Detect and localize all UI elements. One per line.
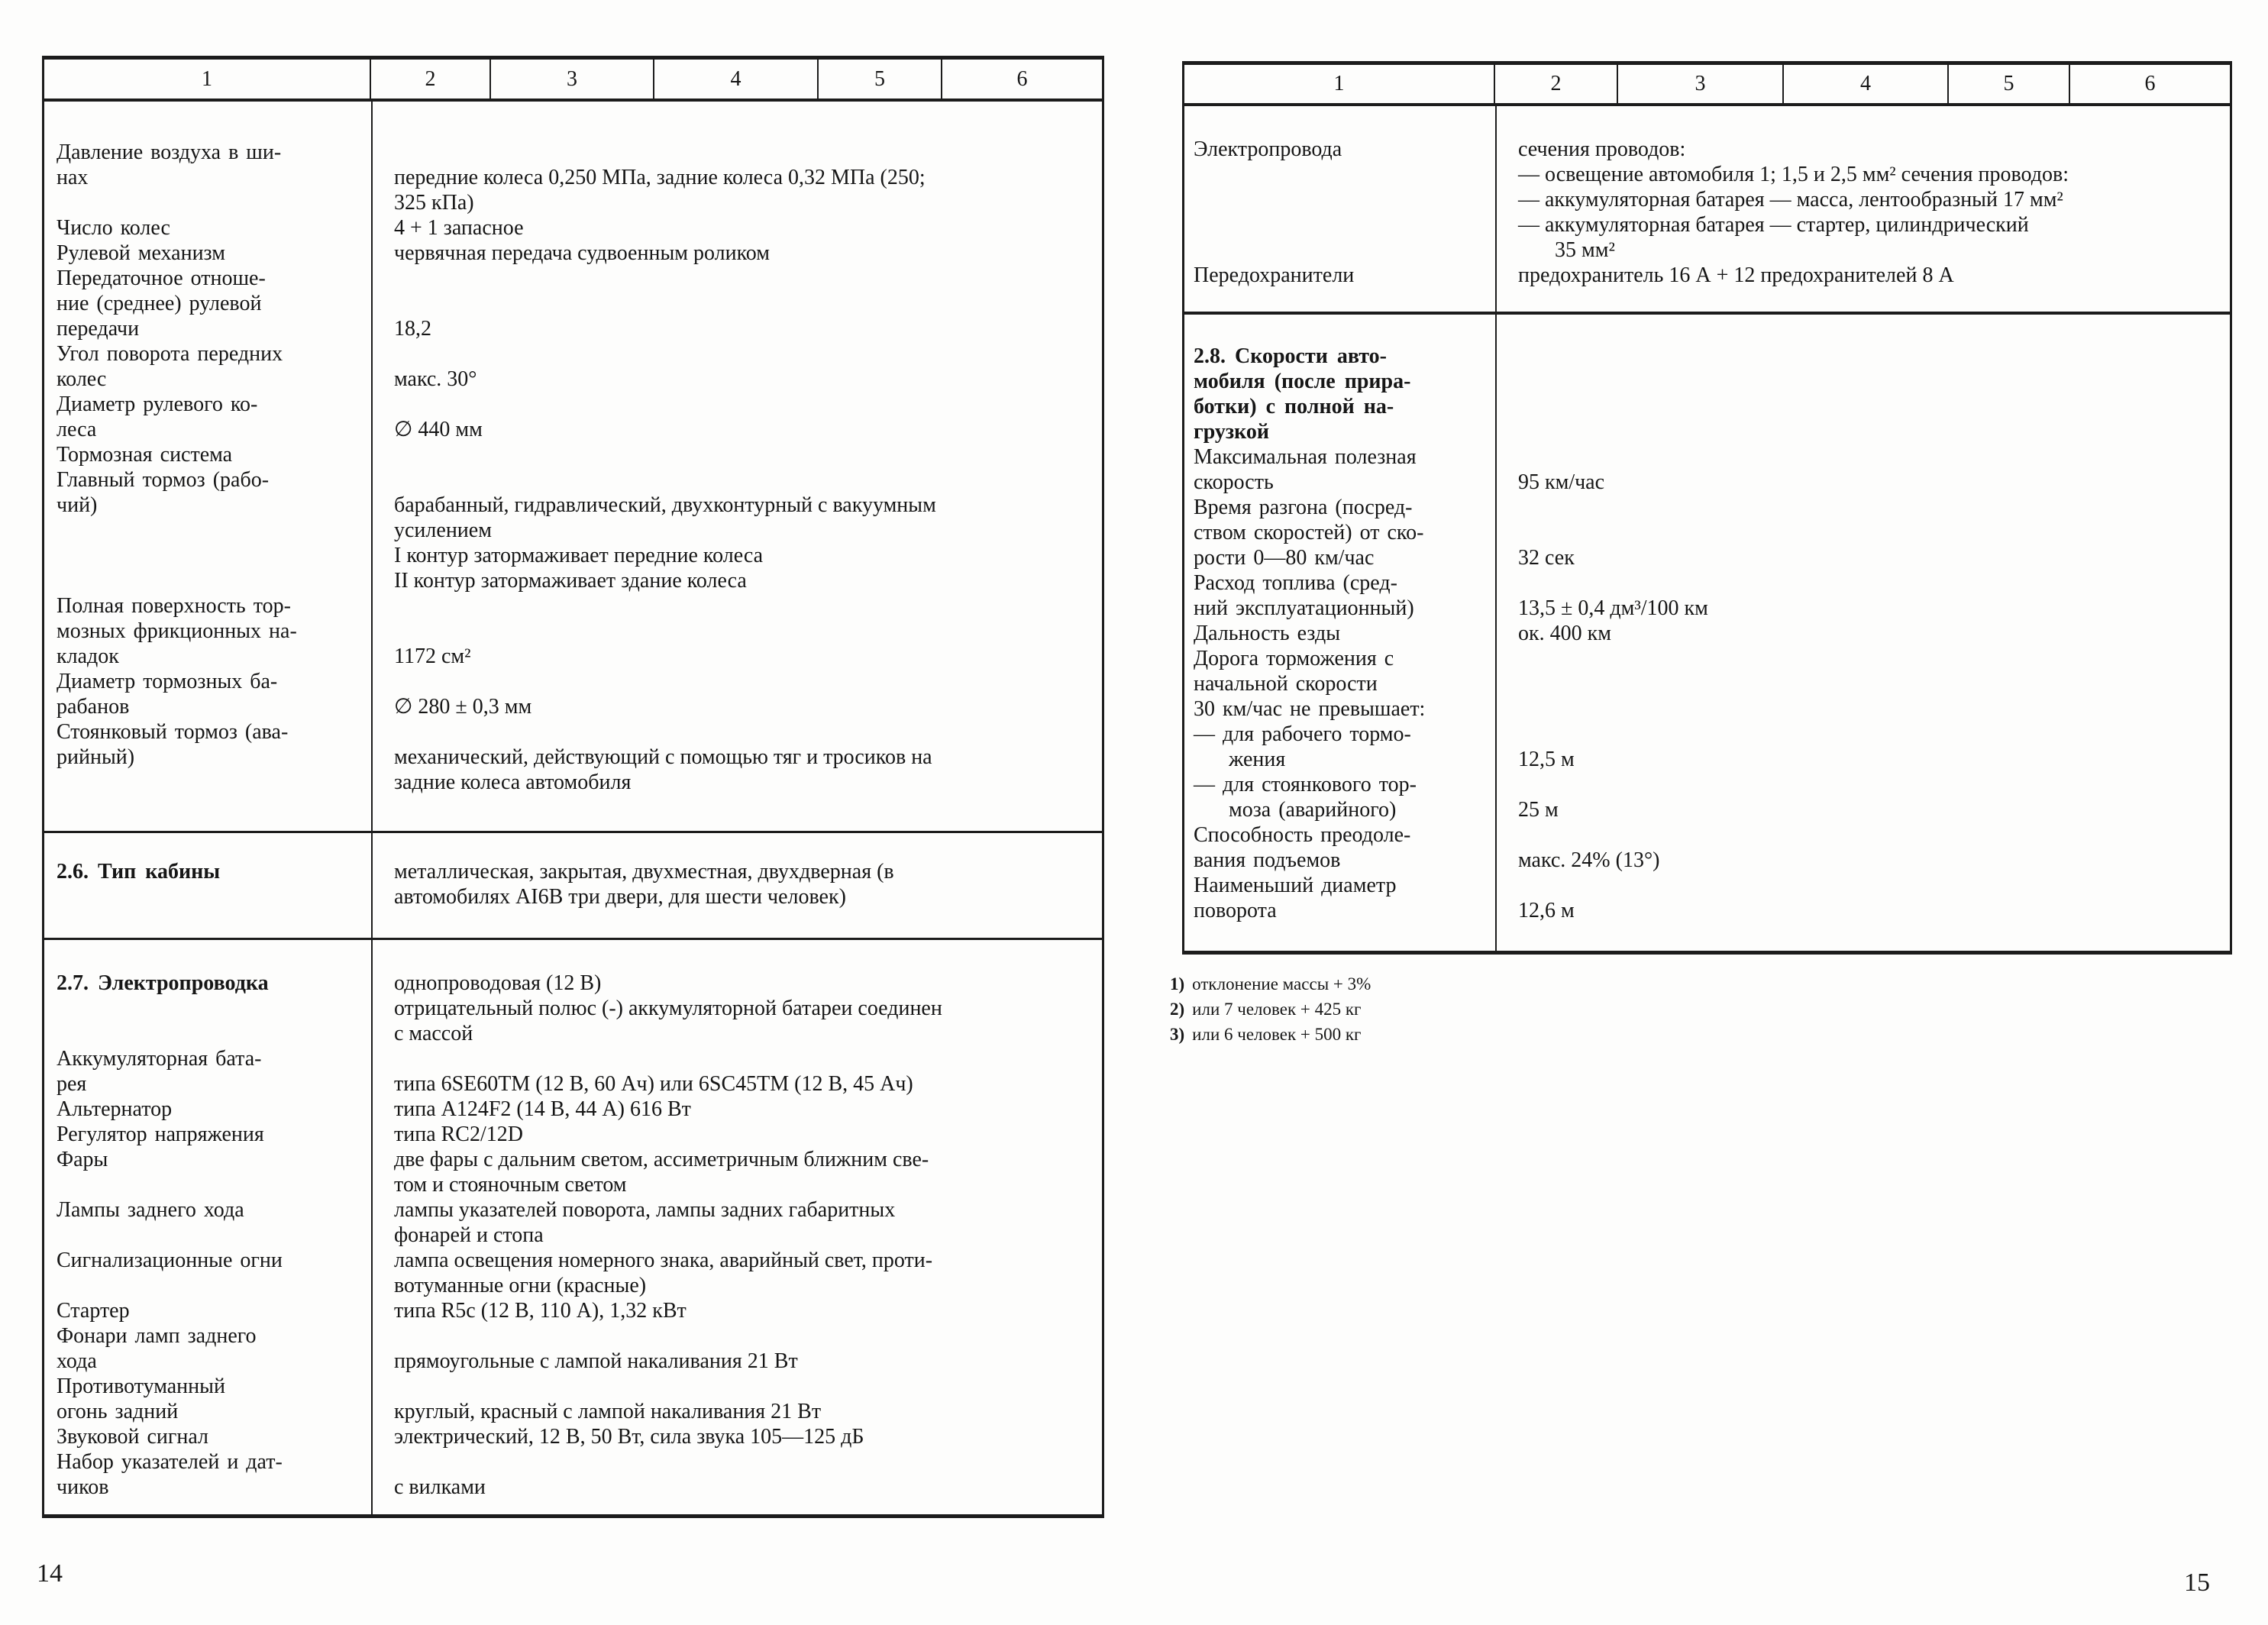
spec-label <box>44 884 371 909</box>
spec-line <box>44 669 1102 694</box>
spec-label: Диаметр тормозных ба- <box>57 670 278 693</box>
spec-label <box>44 568 371 593</box>
spec-value: 18,2 <box>394 317 431 341</box>
spec-value: 1172 см² <box>394 645 471 668</box>
spec-value: 13,5 ± 0,4 дм³/100 км <box>1518 596 1708 620</box>
spec-line <box>1184 419 2230 444</box>
spec-value: — аккумуляторная батарея — стартер, цилиндрический <box>1518 213 2029 237</box>
spec-value <box>1495 570 2230 596</box>
spec-value <box>371 291 1102 316</box>
spec-label <box>44 543 371 568</box>
spec-line <box>44 392 1102 417</box>
spec-label: начальной скорости <box>1194 672 1378 696</box>
spec-label <box>1184 162 1495 187</box>
spec-value: усилением <box>394 519 492 542</box>
spec-line <box>1184 722 2230 747</box>
spec-value <box>1495 520 2230 545</box>
spec-line <box>1184 822 2230 848</box>
spec-label <box>44 1172 371 1197</box>
spec-value <box>371 266 1102 291</box>
spec-line <box>44 568 1102 593</box>
page-number-left: 14 <box>37 1559 63 1588</box>
spec-line <box>1184 545 2230 570</box>
spec-value <box>1495 822 2230 848</box>
spec-value: ок. 400 км <box>1518 622 1611 645</box>
spec-value: фонарей и стопа <box>394 1223 544 1247</box>
spec-line <box>44 493 1102 518</box>
spec-label: Стоянковый тормоз (ава- <box>57 720 289 744</box>
spec-value <box>371 1046 1102 1071</box>
spec-label <box>44 770 371 795</box>
spec-line <box>1184 772 2230 797</box>
spec-line <box>44 316 1102 341</box>
spec-value: барабанный, гидравлический, двухконтурный с вакуумным <box>394 493 936 517</box>
spec-value: 25 м <box>1518 798 1559 822</box>
spec-value: металлическая, закрытая, двухместная, двухдверная (в <box>394 860 894 884</box>
spec-value: предохранитель 16 А + 12 предохранителей 8 А <box>1518 263 1954 287</box>
spec-label <box>1184 187 1495 212</box>
spec-value: прямоугольные с лампой накаливания 21 Вт <box>394 1349 798 1373</box>
spec-label: Аккумуляторная бата- <box>57 1047 262 1071</box>
spec-value <box>371 1449 1102 1475</box>
spec-line <box>1184 162 2230 187</box>
spec-label: Время разгона (посред- <box>1194 496 1413 519</box>
spec-label: Наименьший диаметр <box>1194 874 1397 897</box>
spec-label: мобиля (после прира- <box>1194 370 1411 393</box>
spec-label: Максимальная полезная <box>1194 445 1417 469</box>
spec-value <box>371 593 1102 619</box>
specs-table-page-15 <box>1182 61 2232 955</box>
spec-label: Передаточное отноше- <box>57 267 266 290</box>
spec-value: ∅ 280 ± 0,3 мм <box>394 695 532 719</box>
spec-label: — для рабочего тормо- <box>1194 722 1411 746</box>
spec-label: грузкой <box>1194 420 1270 444</box>
spec-label: Тормозная система <box>57 443 233 467</box>
spec-label: поворота <box>1194 899 1277 922</box>
spec-line <box>1184 848 2230 873</box>
spec-label: нах <box>57 166 89 189</box>
spec-label: ние (среднее) рулевой <box>57 292 262 315</box>
spec-line <box>44 884 1102 909</box>
footnote-marker: 2) <box>1170 1000 1185 1019</box>
spec-label: — для стоянкового тор- <box>1194 773 1417 796</box>
spec-value: 4 + 1 запасное <box>394 216 524 240</box>
column-header: 4 <box>654 60 819 99</box>
spec-value <box>1495 696 2230 722</box>
column-header: 4 <box>1784 65 1949 103</box>
spec-line <box>1184 621 2230 646</box>
spec-line <box>44 241 1102 266</box>
spec-line <box>44 745 1102 770</box>
spec-line <box>1184 671 2230 696</box>
spec-label: рабанов <box>57 695 130 719</box>
spec-value: 35 мм² <box>1555 238 1615 262</box>
spec-line <box>44 644 1102 669</box>
spec-label: Стартер <box>57 1299 130 1323</box>
spec-value: макс. 30° <box>394 367 477 391</box>
table-header-row <box>44 60 1102 102</box>
spec-value: лампа освещения номерного знака, аварийный свет, проти- <box>394 1249 933 1272</box>
spec-line <box>44 215 1102 241</box>
spec-label: леса <box>57 418 97 441</box>
spec-line <box>44 1097 1102 1122</box>
spec-line <box>1184 596 2230 621</box>
spec-label: Рулевой механизм <box>57 241 225 265</box>
spec-label: Способность преодоле- <box>1194 823 1411 847</box>
spec-label: Передохранители <box>1194 263 1355 287</box>
spec-label: скорость <box>1194 470 1274 494</box>
spec-line <box>44 266 1102 291</box>
spec-label: Противотуманный <box>57 1375 225 1398</box>
spec-value: с массой <box>394 1022 473 1045</box>
spec-label: Дальность езды <box>1194 622 1341 645</box>
spec-label <box>1184 237 1495 263</box>
spec-label: Диаметр рулевого ко- <box>57 393 258 416</box>
spec-label: рости 0—80 км/час <box>1194 546 1375 570</box>
spec-line <box>44 971 1102 996</box>
spec-value: — освещение автомобиля 1; 1,5 и 2,5 мм² сечения проводов: <box>1518 163 2069 186</box>
spec-value <box>1495 419 2230 444</box>
spec-line <box>44 165 1102 190</box>
table-section-chassis-specs <box>44 102 1102 831</box>
spec-line <box>1184 495 2230 520</box>
spec-value <box>371 1374 1102 1399</box>
spec-value <box>1495 873 2230 898</box>
spec-label: Электропровода <box>1194 137 1342 161</box>
spec-label: вания подъемов <box>1194 848 1341 872</box>
spec-value: механический, действующий с помощью тяг и тросиков на <box>394 745 932 769</box>
spec-value <box>371 442 1102 467</box>
spec-label: Полная поверхность тор- <box>57 594 291 618</box>
spec-line <box>1184 646 2230 671</box>
spec-label: огонь задний <box>57 1400 179 1423</box>
spec-line <box>44 1475 1102 1500</box>
spec-label: Фары <box>57 1148 108 1171</box>
spec-label: 2.7. Электропроводка <box>57 971 269 995</box>
spec-label: Угол поворота передних <box>57 342 283 366</box>
spec-value <box>371 392 1102 417</box>
spec-line <box>44 1273 1102 1298</box>
spec-label: чий) <box>57 493 98 517</box>
spec-line <box>44 543 1102 568</box>
spec-value <box>371 140 1102 165</box>
spec-line <box>1184 747 2230 772</box>
specs-table-page-14 <box>42 56 1104 1518</box>
spec-label: Альтернатор <box>57 1097 173 1121</box>
spec-line <box>1184 369 2230 394</box>
table-section-electrical-wiring <box>44 938 1102 1514</box>
spec-label: рийный) <box>57 745 135 769</box>
spec-value: 32 сек <box>1518 546 1575 570</box>
spec-value: макс. 24% (13°) <box>1518 848 1660 872</box>
spec-line <box>44 140 1102 165</box>
spec-value: лампы указателей поворота, лампы задних габаритных <box>394 1198 896 1222</box>
column-header: 2 <box>371 60 491 99</box>
spec-line <box>1184 394 2230 419</box>
spec-line <box>44 1424 1102 1449</box>
footnote <box>1170 971 1371 997</box>
spec-value: вотуманные огни (красные) <box>394 1274 647 1297</box>
spec-line <box>1184 873 2230 898</box>
column-header: 2 <box>1495 65 1618 103</box>
spec-line <box>44 1071 1102 1097</box>
footnote <box>1170 1022 1371 1047</box>
spec-line <box>1184 470 2230 495</box>
spec-label: Число колес <box>57 216 170 240</box>
spec-label: колес <box>57 367 107 391</box>
spec-label: жения <box>1229 748 1286 771</box>
spec-line <box>44 1298 1102 1323</box>
spec-value: с вилками <box>394 1475 486 1499</box>
spec-line <box>44 1122 1102 1147</box>
spec-line <box>44 1449 1102 1475</box>
spec-value <box>371 341 1102 367</box>
spec-label: мозных фрикционных на- <box>57 619 297 643</box>
spec-line <box>44 1197 1102 1223</box>
spec-line <box>44 291 1102 316</box>
spec-label: моза (аварийного) <box>1229 798 1397 822</box>
spec-line <box>44 719 1102 745</box>
spec-line <box>44 593 1102 619</box>
spec-line <box>44 1147 1102 1172</box>
column-header: 1 <box>1184 65 1495 103</box>
spec-line <box>44 619 1102 644</box>
spec-line <box>44 518 1102 543</box>
spec-label <box>44 190 371 215</box>
spec-line <box>44 770 1102 795</box>
spec-value: типа R5c (12 В, 110 А), 1,32 кВт <box>394 1299 687 1323</box>
spec-value: 12,6 м <box>1518 899 1575 922</box>
spec-label: чиков <box>57 1475 109 1499</box>
spec-value: типа 6SE60TM (12 В, 60 Ач) или 6SC45TM (12 В, 45 Ач) <box>394 1072 913 1096</box>
page-number-right: 15 <box>2184 1568 2210 1597</box>
spec-line <box>44 417 1102 442</box>
column-header: 1 <box>44 60 371 99</box>
column-header: 5 <box>819 60 942 99</box>
table-section-cabin-type <box>44 831 1102 938</box>
spec-value <box>371 619 1102 644</box>
table-header-row <box>1184 65 2230 106</box>
spec-line <box>44 1248 1102 1273</box>
spec-label <box>44 1021 371 1046</box>
footnote <box>1170 997 1371 1022</box>
column-header: 6 <box>2144 72 2156 95</box>
spec-line <box>44 1374 1102 1399</box>
spec-value: — аккумуляторная батарея — масса, лентообразный 17 мм² <box>1518 188 2063 212</box>
spec-value <box>1495 444 2230 470</box>
spec-label: 30 км/час не превышает: <box>1194 697 1426 721</box>
spec-value: типа RC2/12D <box>394 1123 523 1146</box>
spec-value: круглый, красный с лампой накаливания 21 Вт <box>394 1400 822 1423</box>
spec-label: Лампы заднего хода <box>57 1198 244 1222</box>
spec-line <box>44 1399 1102 1424</box>
spec-label: передачи <box>57 317 140 341</box>
spec-line <box>44 1172 1102 1197</box>
spec-value <box>1495 646 2230 671</box>
spec-label: Фонари ламп заднего <box>57 1324 257 1348</box>
spec-value: 325 кПа) <box>394 191 474 215</box>
spec-line <box>1184 520 2230 545</box>
spec-line <box>1184 696 2230 722</box>
spec-value: две фары с дальним светом, ассиметричным ближним све- <box>394 1148 929 1171</box>
spec-value <box>1495 495 2230 520</box>
spec-line <box>44 1223 1102 1248</box>
spec-value: 95 км/час <box>1518 470 1605 494</box>
column-header: 6 <box>1016 66 1028 91</box>
spec-line <box>1184 137 2230 162</box>
footnote-marker: 1) <box>1170 974 1185 993</box>
table-section-vehicle-speeds <box>1184 312 2230 951</box>
spec-label: кладок <box>57 645 119 668</box>
spec-line <box>1184 212 2230 237</box>
spec-value: электрический, 12 В, 50 Вт, сила звука 105—125 дБ <box>394 1425 864 1449</box>
spec-value <box>1495 772 2230 797</box>
column-header: 5 <box>1949 65 2070 103</box>
footnote-text: отклонение массы + 3% <box>1192 974 1371 993</box>
spec-line <box>1184 237 2230 263</box>
spec-line <box>1184 898 2230 923</box>
spec-value: том и стояночным светом <box>394 1173 627 1197</box>
spec-value: автомобилях AI6B три двери, для шести человек) <box>394 885 846 909</box>
spec-value: 12,5 м <box>1518 748 1575 771</box>
spec-line <box>44 996 1102 1021</box>
spec-label: Расход топлива (сред- <box>1194 571 1397 595</box>
spec-line <box>1184 444 2230 470</box>
spec-label: ний эксплуатационный) <box>1194 596 1414 620</box>
spec-value: типа A124F2 (14 В, 44 А) 616 Вт <box>394 1097 691 1121</box>
spec-line <box>44 190 1102 215</box>
spec-label <box>1184 212 1495 237</box>
spec-label <box>44 1273 371 1298</box>
footnote-text: или 7 человек + 425 кг <box>1192 1000 1362 1019</box>
spec-value: II контур затормаживает здание колеса <box>394 569 747 593</box>
spec-line <box>1184 187 2230 212</box>
spec-line <box>44 467 1102 493</box>
spec-label <box>44 518 371 543</box>
spec-value: червячная передача судвоенным роликом <box>394 241 770 265</box>
spec-label: Сигнализационные огни <box>57 1249 283 1272</box>
spec-label: Главный тормоз (рабо- <box>57 468 270 492</box>
spec-value <box>371 1323 1102 1349</box>
spec-label: ботки) с полной на- <box>1194 395 1394 418</box>
spec-line <box>1184 797 2230 822</box>
spec-line <box>44 1021 1102 1046</box>
spec-value <box>1495 369 2230 394</box>
footnote-marker: 3) <box>1170 1025 1185 1044</box>
spec-label: рея <box>57 1072 87 1096</box>
spec-line <box>44 341 1102 367</box>
spec-label: 2.6. Тип кабины <box>57 860 221 884</box>
spec-line <box>44 1046 1102 1071</box>
column-header: 3 <box>491 60 654 99</box>
spec-value <box>1495 344 2230 369</box>
spec-line <box>44 1349 1102 1374</box>
spec-label: ством скоростей) от ско- <box>1194 521 1424 544</box>
spec-value: задние колеса автомобиля <box>394 771 632 794</box>
spec-line <box>44 367 1102 392</box>
spec-label: Набор указателей и дат- <box>57 1450 283 1474</box>
spec-value <box>1495 671 2230 696</box>
spec-label: хода <box>57 1349 97 1373</box>
column-header: 3 <box>1618 65 1784 103</box>
spec-value: I контур затормаживает передние колеса <box>394 544 764 567</box>
spec-value <box>371 669 1102 694</box>
spec-label: Дорога торможения с <box>1194 647 1394 670</box>
footnote-text: или 6 человек + 500 кг <box>1192 1025 1362 1044</box>
spec-value: ∅ 440 мм <box>394 418 483 441</box>
spec-label <box>44 1223 371 1248</box>
spec-label <box>44 996 371 1021</box>
spec-label: Давление воздуха в ши- <box>57 141 282 164</box>
spec-line <box>1184 263 2230 288</box>
spec-value <box>1495 722 2230 747</box>
footnotes-block <box>1170 971 1371 1047</box>
spec-line <box>44 1323 1102 1349</box>
spec-line <box>44 442 1102 467</box>
spec-value: однопроводовая (12 В) <box>394 971 602 995</box>
spec-label: Регулятор напряжения <box>57 1123 264 1146</box>
spec-value <box>1495 394 2230 419</box>
spec-line <box>44 859 1102 884</box>
spec-label: Звуковой сигнал <box>57 1425 209 1449</box>
spec-label: 2.8. Скорости авто- <box>1194 344 1388 368</box>
spec-value: отрицательный полюс (-) аккумуляторной батареи соединен <box>394 997 942 1020</box>
spec-line <box>44 694 1102 719</box>
spec-value: сечения проводов: <box>1518 137 1686 161</box>
spec-line <box>1184 570 2230 596</box>
spec-value <box>371 719 1102 745</box>
spec-line <box>1184 344 2230 369</box>
table-section-electric-wires <box>1184 106 2230 312</box>
spec-value: передние колеса 0,250 МПа, задние колеса 0,32 МПа (250; <box>394 166 926 189</box>
spec-value <box>371 467 1102 493</box>
